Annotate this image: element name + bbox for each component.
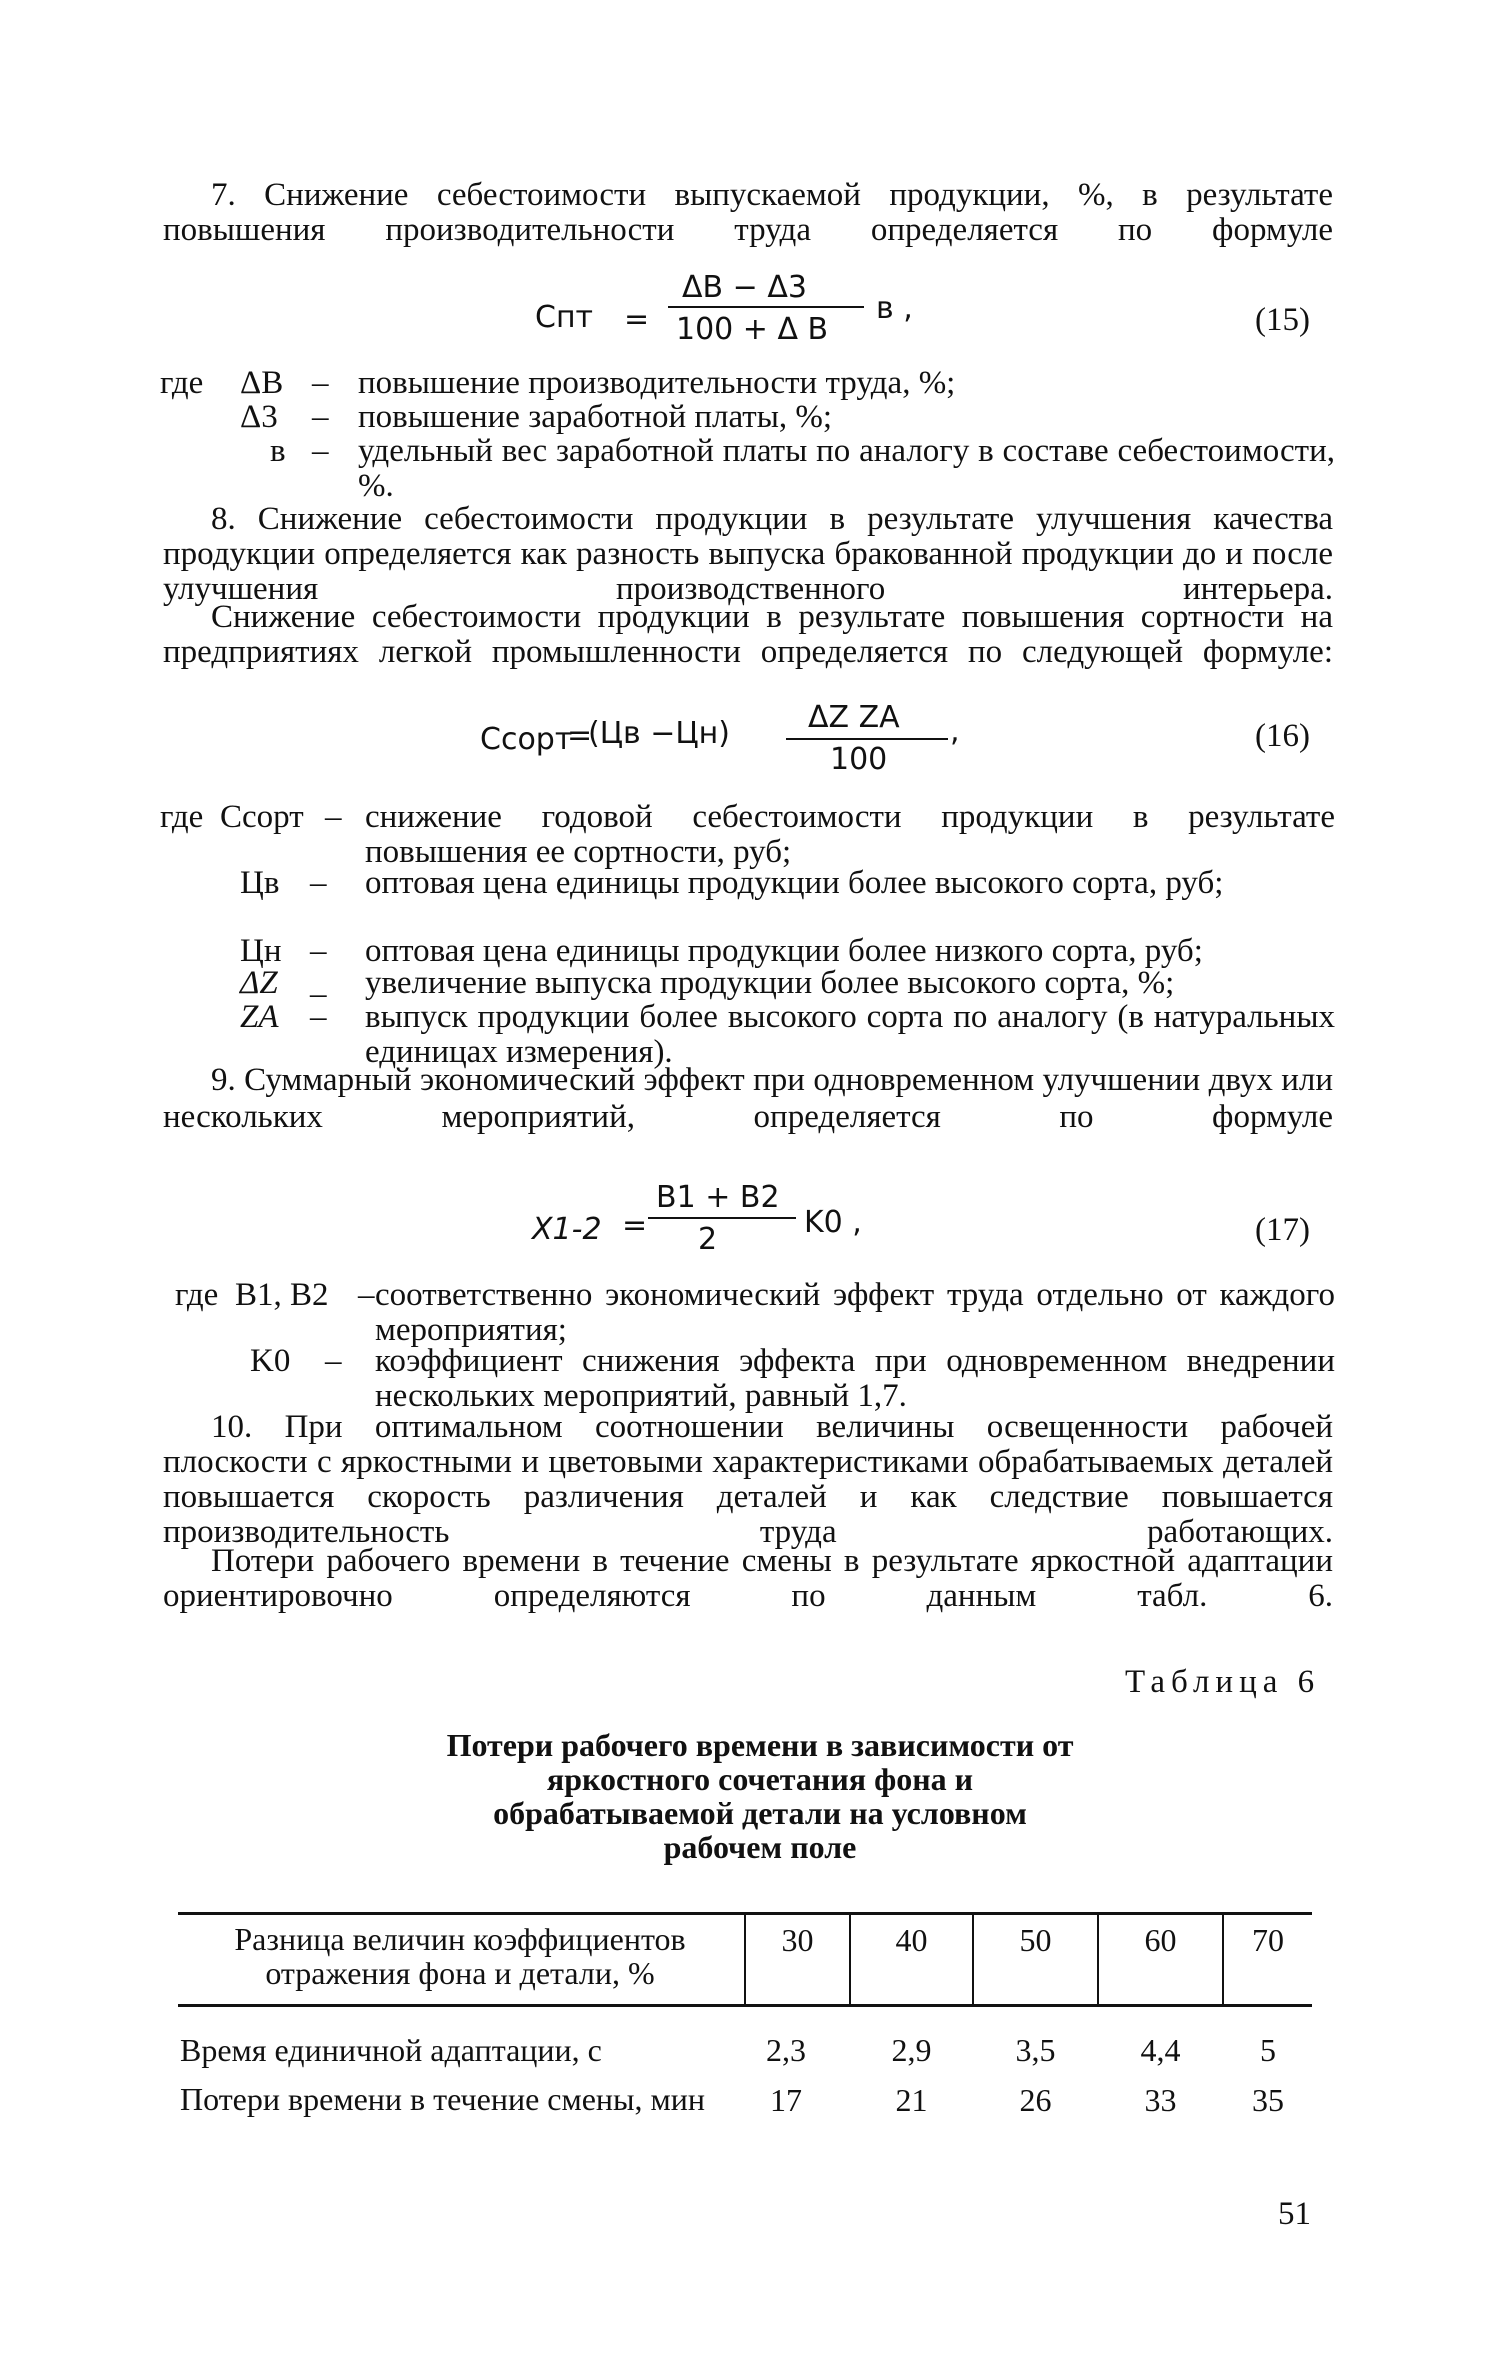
- def-text: повышение производительности труда, %;: [358, 365, 956, 401]
- def-dash: –: [312, 365, 329, 401]
- def-16-5: [160, 1000, 1335, 1070]
- formula-17-tail: K0 ,: [804, 1205, 862, 1240]
- table-cell: 33: [1144, 2082, 1177, 2118]
- table-cell: 17: [770, 2082, 802, 2118]
- def-text: коэффициент снижения эффекта при одновременном внедрении нескольких мероприятий, равный 1,7.: [375, 1343, 1335, 1414]
- table-header-col: 70: [1252, 1922, 1284, 1958]
- table-cell: 2,9: [891, 2032, 932, 2068]
- def-15-1: [160, 366, 1335, 401]
- def-symbol: K0: [250, 1343, 291, 1379]
- def-dash: _: [310, 965, 327, 1001]
- def-symbol: ZA: [240, 999, 279, 1035]
- table-cell: 3,5: [1015, 2032, 1056, 2068]
- formula-17-lhs: X1-2: [532, 1212, 602, 1247]
- def-dash: –: [310, 933, 327, 969]
- def-text: удельный вес заработной платы по аналогу в составе себестоимости, %.: [358, 433, 1335, 504]
- formula-15-tail: в ,: [876, 291, 913, 326]
- formula-15-number: (15): [1255, 302, 1310, 338]
- def-dash: –: [325, 1343, 342, 1379]
- formula-17-fraction-bar: [648, 1217, 796, 1219]
- def-dash: –: [310, 999, 327, 1035]
- table-cell: 4,4: [1140, 2032, 1181, 2068]
- def-dash: –: [358, 1277, 375, 1313]
- where-label: где: [175, 1277, 219, 1313]
- formula-16-eq: =: [567, 718, 593, 753]
- formula-16-fraction-bar: [786, 738, 948, 740]
- table-row-label: Потери времени в течение смены, мин: [180, 2081, 706, 2117]
- def-15-2: [160, 400, 1335, 435]
- formula-15-fraction-bar: [668, 306, 864, 308]
- table-header-col: 60: [1144, 1922, 1177, 1958]
- formula-16-lhs: Cсорт: [480, 722, 573, 757]
- formula-17-number: (17): [1255, 1212, 1310, 1248]
- table-label: Таблица 6: [1125, 1664, 1321, 1700]
- table-cell: 2,3: [766, 2032, 806, 2068]
- def-15-3: [160, 434, 1335, 504]
- formula-16-tail: ,: [950, 714, 960, 749]
- def-symbol: ΔZ: [240, 965, 278, 1001]
- table-cell: 21: [895, 2082, 928, 2118]
- def-text: оптовая цена единицы продукции более низкого сорта, руб;: [365, 933, 1203, 969]
- def-16-4: [160, 966, 1335, 1001]
- def-text: соответственно экономический эффект труда отдельно от каждого мероприятия;: [375, 1277, 1335, 1348]
- def-dash: –: [325, 799, 342, 835]
- formula-17-numerator: B1 + B2: [656, 1180, 780, 1215]
- table-header-rule: [178, 2004, 1312, 2007]
- section-10-paragraph-2: Потери рабочего времени в течение смены в результате яркостной адаптации ориентировочно определяются по данным табл. 6.: [163, 1543, 1333, 1614]
- def-dash: –: [310, 865, 327, 901]
- section-10-paragraph-1: 10. При оптимальном соотношении величины освещенности рабочей плоскости с яркостными и цветовыми характеристиками обрабатываемых деталей повышается скорость различения деталей и как следствие повышается производительность труда работающих.: [163, 1409, 1333, 1550]
- formula-15-lhs: Cпт: [535, 300, 594, 335]
- def-dash: –: [312, 433, 329, 469]
- table-header-label: Разница величин коэффициентов отражения фона и детали, %: [234, 1921, 686, 1991]
- table-header-col: 40: [895, 1922, 928, 1958]
- section-7-paragraph: 7. Снижение себестоимости выпускаемой продукции, %, в результате повышения производительности труда определяется по формуле: [163, 177, 1333, 248]
- where-label: где: [160, 799, 204, 835]
- def-text: выпуск продукции более высокого сорта по аналогу (в натуральных единицах измерения).: [365, 999, 1335, 1070]
- def-symbol: Δ3: [240, 399, 278, 435]
- formula-17-eq: =: [622, 1208, 648, 1243]
- def-text: снижение годовой себестоимости продукции в результате повышения ее сортности, руб;: [365, 799, 1335, 870]
- def-symbol: Cсорт: [220, 799, 304, 835]
- def-17-2: [175, 1344, 1335, 1414]
- section-8-paragraph-2: Снижение себестоимости продукции в результате повышения сортности на предприятиях легкой промышленности определяется по следующей формуле:: [163, 599, 1333, 670]
- def-17-1: [175, 1278, 1335, 1348]
- section-8-paragraph-1: 8. Снижение себестоимости продукции в результате улучшения качества продукции определяется как разность выпуска бракованной продукции до и после улучшения производственного интерьера.: [163, 501, 1333, 607]
- table-cell: 5: [1260, 2032, 1276, 2068]
- def-16-3: [160, 934, 1335, 969]
- formula-17-denominator: 2: [698, 1222, 718, 1257]
- table-row-label: Время единичной адаптации, с: [180, 2032, 602, 2068]
- table-caption: Потери рабочего времени в зависимости от яркостного сочетания фона и обрабатываемой детали на условном рабочем поле: [446, 1727, 1074, 1865]
- def-symbol: Цн: [240, 933, 282, 969]
- where-label: где: [160, 365, 204, 401]
- formula-16-number: (16): [1255, 718, 1310, 754]
- formula-16-denominator: 100: [830, 742, 888, 777]
- table-header-col: 50: [1019, 1922, 1052, 1958]
- def-16-2: [160, 866, 1335, 936]
- def-text: увеличение выпуска продукции более высокого сорта, %;: [365, 965, 1175, 1001]
- page-number: 51: [1278, 2196, 1311, 2232]
- formula-15-denominator: 100 + Δ B: [676, 312, 829, 347]
- table-cell: 26: [1019, 2082, 1052, 2118]
- formula-15-numerator: ΔB − Δ3: [682, 270, 807, 305]
- def-16-1: [160, 800, 1335, 870]
- def-symbol: в: [270, 433, 286, 469]
- def-dash: –: [312, 399, 329, 435]
- def-symbol: ΔB: [240, 365, 284, 401]
- formula-15-eq: =: [624, 302, 650, 337]
- def-symbol: B1, B2: [235, 1277, 329, 1313]
- formula-16-numerator: ΔZ ZA: [808, 700, 900, 735]
- table-header-col: 30: [781, 1922, 814, 1958]
- section-9-paragraph: 9. Суммарный экономический эффект при одновременном улучшении двух или нескольких мероприятий, определяется по формуле: [163, 1062, 1333, 1135]
- def-text: повышение заработной платы, %;: [358, 399, 833, 435]
- def-text: оптовая цена единицы продукции более высокого сорта, руб;: [365, 865, 1224, 901]
- table-cell: 35: [1252, 2082, 1284, 2118]
- formula-16-paren: (Цв −Цн): [588, 716, 730, 751]
- def-symbol: Цв: [240, 865, 280, 901]
